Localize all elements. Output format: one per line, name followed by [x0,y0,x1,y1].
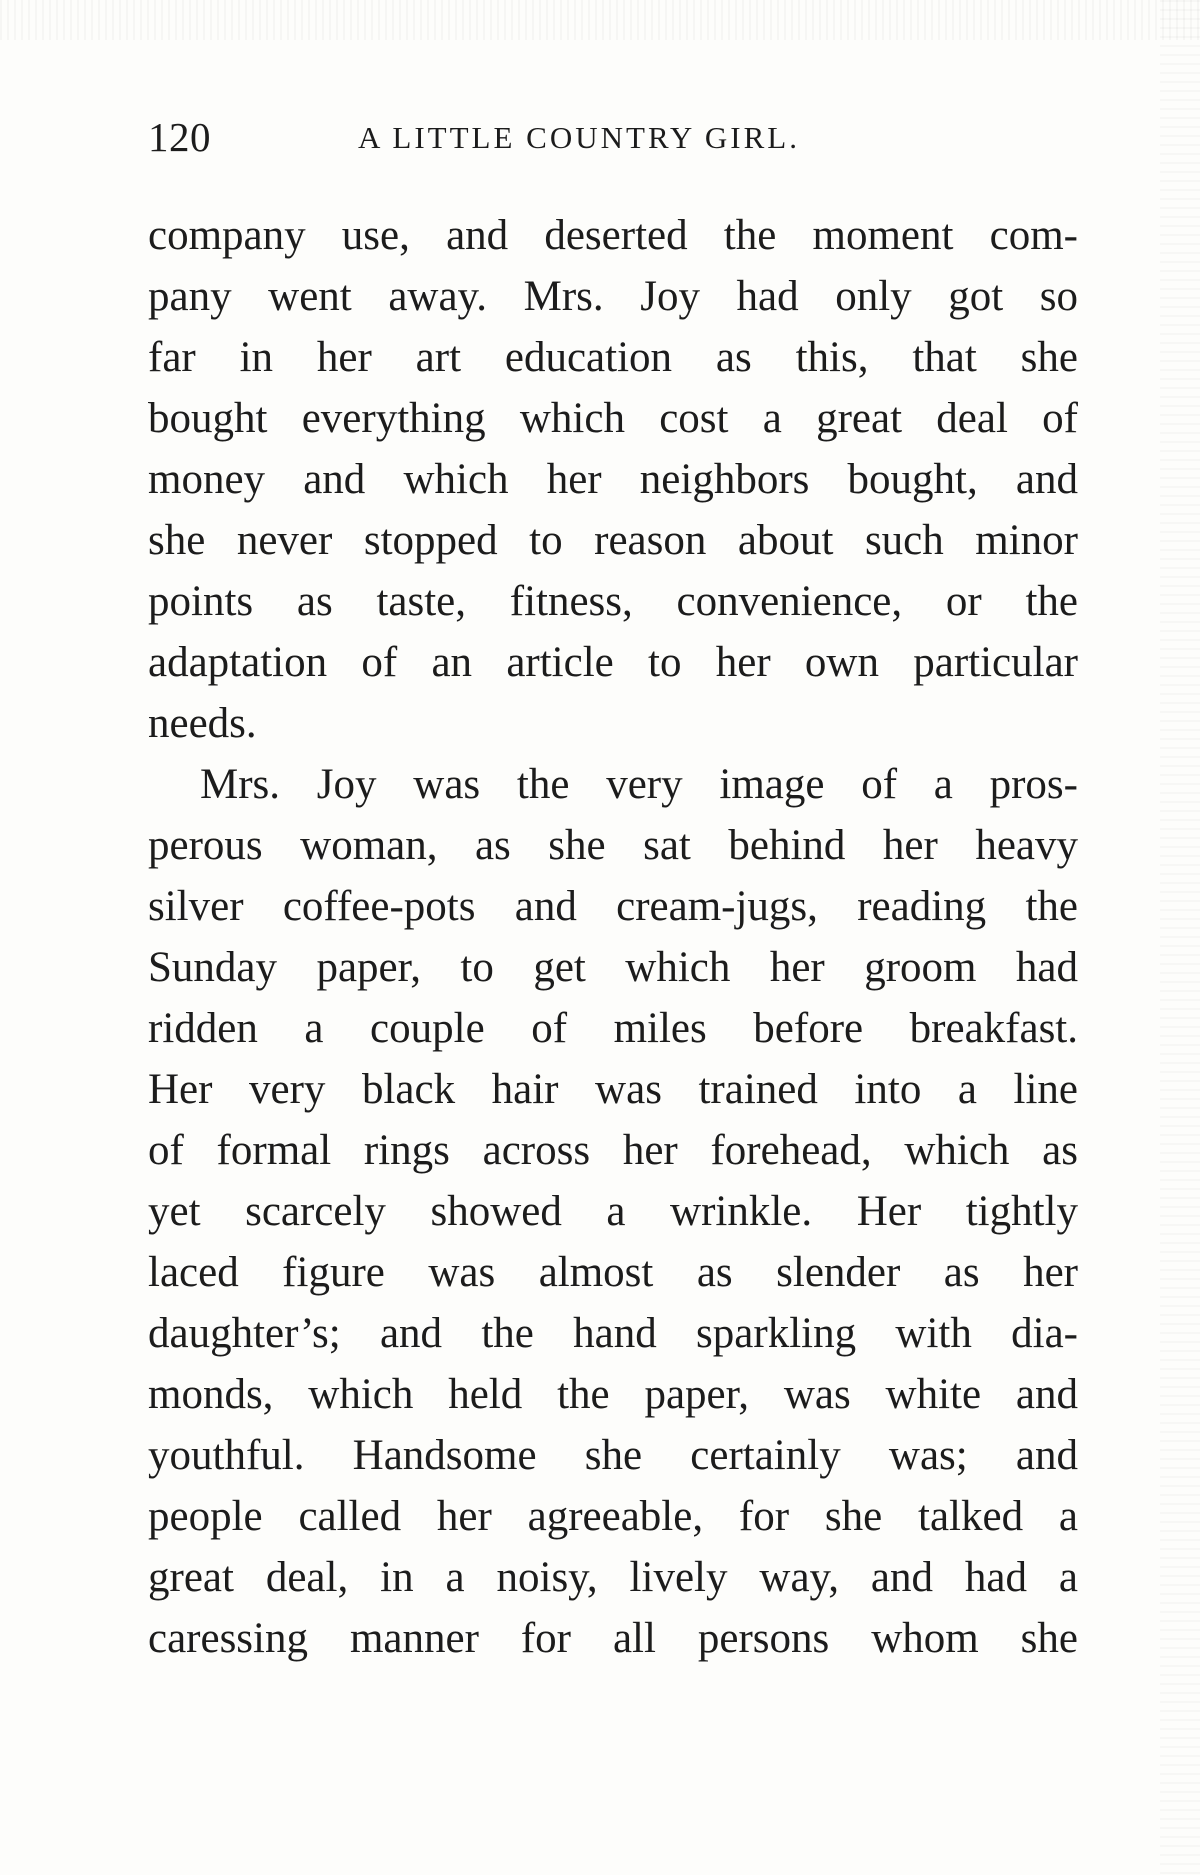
page-number: 120 [148,114,211,160]
text-line: laced figure was almost as slender as her [148,1249,1078,1296]
text-line: money and which her neighbors bought, and [148,456,1078,503]
page-edge-right [1160,0,1200,1875]
text-line: points as taste, fitness, convenience, or the [148,578,1078,625]
text-line: perous woman, as she sat behind her heavy [148,822,1078,869]
text-line: of formal rings across her forehead, which as [148,1127,1078,1174]
text-line: great deal, in a noisy, lively way, and had a [148,1554,1078,1601]
text-line: Mrs. Joy was the very image of a pros- [200,761,1078,808]
text-line: people called her agreeable, for she talked a [148,1493,1078,1540]
text-line: ridden a couple of miles before breakfast. [148,1005,1078,1052]
body-text [148,205,1078,1669]
page-edge-top [0,0,1200,40]
text-line: needs. [148,700,257,747]
text-line: pany went away. Mrs. Joy had only got so [148,273,1078,320]
text-line: Her very black hair was trained into a line [148,1066,1078,1113]
running-title: A LITTLE COUNTRY GIRL. [358,120,800,155]
text-line: Sunday paper, to get which her groom had [148,944,1078,991]
text-line: far in her art education as this, that she [148,334,1078,381]
text-line: company use, and deserted the moment com- [148,212,1078,259]
text-line: adaptation of an article to her own particular [148,639,1078,686]
text-line: monds, which held the paper, was white and [148,1371,1078,1418]
text-line: she never stopped to reason about such minor [148,517,1078,564]
text-line: silver coffee-pots and cream-jugs, reading the [148,883,1078,930]
text-line: yet scarcely showed a wrinkle. Her tightly [148,1188,1078,1235]
text-line: bought everything which cost a great deal of [148,395,1078,442]
text-line: caressing manner for all persons whom she [148,1615,1078,1662]
text-line: youthful. Handsome she certainly was; and [148,1432,1078,1479]
page-header [148,112,1078,162]
text-line: daughter’s; and the hand sparkling with dia- [148,1310,1078,1357]
